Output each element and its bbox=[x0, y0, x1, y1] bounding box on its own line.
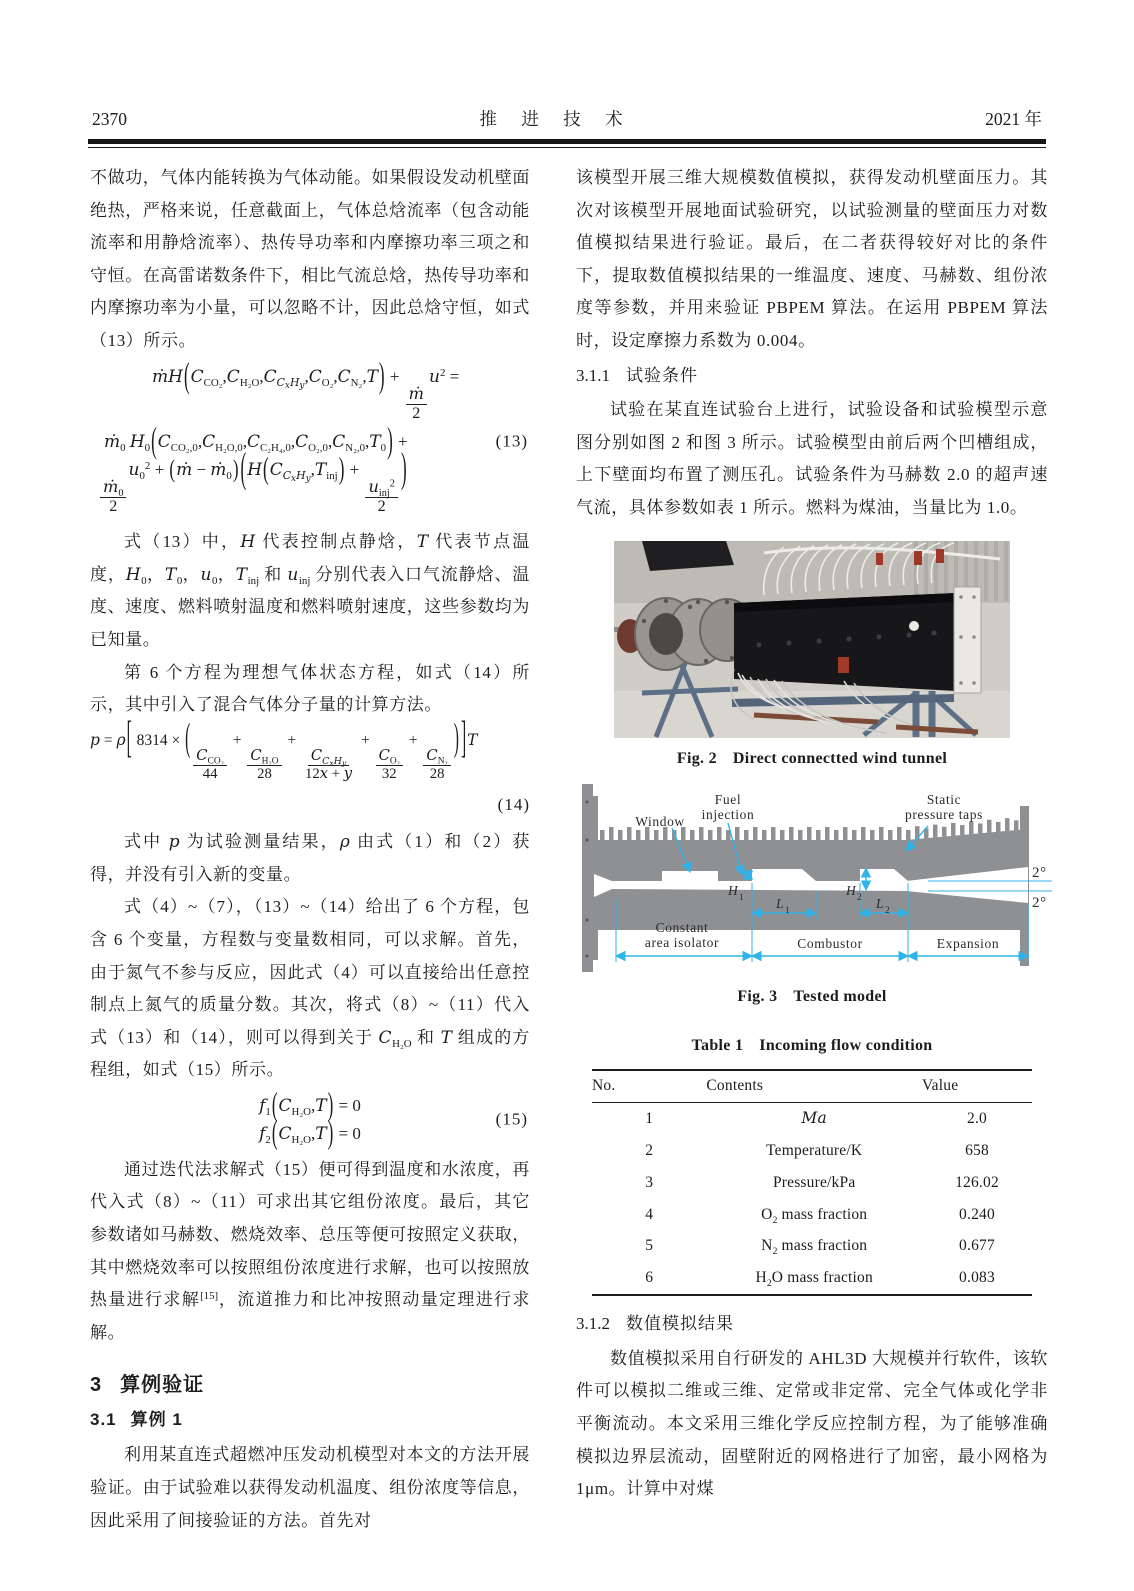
right-column bbox=[576, 162, 1048, 1537]
equation-14: p = ρ[ 8314 × ( $\frac{C_{CO_2}}{44}$ + $\frac{C_{H_2O}}{28}$ + $\frac{C_{C_xH_y}}{12x + y}$ + $\frac{C_{O_2}}{32}$ + $\frac{C_{N_2}}{28}$ ) ]T (14) bbox=[90, 732, 530, 818]
svg-text:2: 2 bbox=[885, 906, 891, 917]
col-header-contents: Contents bbox=[706, 1070, 922, 1102]
section-heading-3: 3 算例验证 bbox=[90, 1374, 205, 1397]
page-number: 2370 bbox=[92, 109, 127, 129]
year-label: 2021 年 bbox=[985, 109, 1042, 129]
paragraph: 第 6 个方程为理想气体状态方程，如式（14）所示，其中引入了混合气体分子量的计算方法。 bbox=[90, 662, 530, 715]
section-heading-3-1-2: 3.1.2 数值模拟结果 bbox=[576, 1314, 734, 1334]
incoming-flow-table bbox=[592, 1069, 1032, 1296]
table-row: 2 Temperature/K 658 bbox=[645, 1141, 989, 1159]
table1-caption: Table 1 Incoming flow condition bbox=[691, 1037, 933, 1055]
fig2-caption: Fig. 2 Direct connectted wind tunnel bbox=[676, 749, 948, 767]
svg-text:L: L bbox=[876, 896, 885, 912]
table-row: 1 Ma 2.0 bbox=[645, 1109, 987, 1128]
col-header-value: Value bbox=[922, 1070, 1032, 1102]
paragraph: 试验在某直连试验台上进行，试验设备和试验模型示意图分别如图 2 和图 3 所示。试验模型由前后两个凹槽组成，上下壁面均布置了测压孔。试验条件为马赫数 2.0 的超声速气流，具体参数如表 1 所示。燃料为煤油，当量比为 1.0。 bbox=[576, 400, 1048, 518]
col-header-no: No. bbox=[592, 1070, 706, 1102]
page-header bbox=[0, 0, 1134, 137]
section-heading-3-1: 3.1 算例 1 bbox=[90, 1410, 183, 1430]
equation-number: (15) bbox=[495, 1110, 528, 1130]
table-row: 5 $N_2$ mass fraction 0.677 bbox=[645, 1237, 995, 1258]
window-cutout bbox=[662, 871, 718, 881]
wind-tunnel-photo bbox=[614, 541, 1010, 738]
paragraph: 通过迭代法求解式（15）便可得到温度和水浓度，再代入式（8）~（11）可求出其它组份浓度。最后，其它参数诸如马赫数、燃烧效率、总压等便可按照定义获取，其中燃烧效率可以按照组份浓度进行求解，也可以按照放热量进行求解[15]，流道推力和比冲按照动量定理进行求解。 bbox=[90, 1159, 530, 1342]
svg-text:1: 1 bbox=[739, 893, 745, 904]
paragraph: 式（13）中，H 代表控制点静焓，T 代表节点温度，$H_0$，$T_0$，$u_0$，$T_{inj}$ 和 $u_{inj}$ 分别代表入口气流静焓、温度、速度、燃料喷射温度和燃料喷射速度，这些参数均为已知量。 bbox=[90, 532, 530, 650]
svg-text:Static: Static bbox=[926, 792, 962, 808]
paragraph: 该模型开展三维大规模数值模拟，获得发动机壁面压力。其次对该模型开展地面试验研究，以试验测量的壁面压力对数值模拟结果进行验证。最后，在二者获得较好对比的条件下，提取数值模拟结果的一维温度、速度、马赫数、组份浓度等参数，并用来验证 PBPEM 算法。在运用 PBPEM 算法时，设定摩擦力系数为 0.004。 bbox=[576, 168, 1048, 351]
table-row: 3 Pressure/kPa 126.02 bbox=[645, 1173, 999, 1191]
equation-number: (13) bbox=[495, 431, 528, 451]
section-heading-3-1-1: 3.1.1 试验条件 bbox=[576, 365, 698, 385]
svg-text:Expansion: Expansion bbox=[936, 936, 1000, 952]
svg-text:Constant: Constant bbox=[655, 920, 709, 936]
svg-text:H: H bbox=[728, 883, 739, 899]
table-header-row bbox=[592, 1070, 1032, 1102]
svg-text:2°: 2° bbox=[1032, 895, 1047, 912]
svg-text:pressure taps: pressure taps bbox=[905, 807, 983, 823]
paragraph: 不做功，气体内能转换为气体动能。如果假设发动机壁面绝热，严格来说，任意截面上，气体总焓流率（包含动能流率和用静焓流率）、热传导功率和内摩擦功率三项之和守恒。在高雷诺数条件下，相比气流总焓，热传导功率和内摩擦功率为小量，可以忽略不计，因此总焓守恒，如式（13）所示。 bbox=[90, 168, 530, 351]
equation-number: (14) bbox=[497, 795, 530, 815]
svg-text:1: 1 bbox=[785, 906, 791, 917]
equation-15: $f_1(C_{H_2O},T) = 0$ $f_2(C_{H_2O},T) = 0$ (15) bbox=[259, 1086, 528, 1151]
paragraph: 数值模拟采用自行研发的 AHL3D 大规模并行软件，该软件可以模拟二维或三维、定常或非定常、完全气体或化学非平衡流动。本文采用三维化学反应控制方程，为了能够准确模拟边界层流动，固壁附近的网格进行了加密，最小网格为 1μm。计算中对煤 bbox=[576, 1348, 1049, 1499]
svg-text:Fuel: Fuel bbox=[714, 792, 742, 808]
table-row: 6 $H_2O$ mass fraction 0.083 bbox=[645, 1269, 995, 1289]
tested-model-diagram bbox=[576, 780, 1060, 976]
svg-text:2°: 2° bbox=[1032, 865, 1047, 882]
journal-title: 推 进 技 术 bbox=[479, 109, 633, 129]
left-column bbox=[90, 162, 530, 1537]
svg-text:L: L bbox=[776, 896, 785, 912]
svg-text:2: 2 bbox=[857, 893, 863, 904]
paragraph: 式（4）~（7），（13）~（14）给出了 6 个方程，包含 6 个变量，方程数与变量数相同，可以求解。首先，由于氮气不参与反应，因此式（4）可以直接给出任意控制点上氮气的质量分数。其次，将式（8）~（11）代入式（13）和（14），则可以得到关于 $C_{H_2O}$ 和 T 组成的方程组，如式（15）所示。 bbox=[90, 897, 530, 1080]
paragraph: 利用某直连式超燃冲压发动机模型对本文的方法开展验证。由于试验难以获得发动机温度、组份浓度等信息，因此采用了间接验证的方法。首先对 bbox=[90, 1445, 530, 1530]
header-rule-thick bbox=[88, 139, 1046, 144]
svg-text:Window: Window bbox=[635, 814, 685, 830]
paragraph: 式中 p 为试验测量结果，ρ 由式（1）和（2）获得，并没有引入新的变量。 bbox=[90, 832, 530, 884]
table-row: 4 $O_2$ mass fraction 0.240 bbox=[645, 1205, 995, 1226]
svg-text:Combustor: Combustor bbox=[797, 936, 863, 952]
svg-text:H: H bbox=[846, 883, 857, 899]
svg-text:area isolator: area isolator bbox=[644, 935, 720, 951]
equation-13: $ṁH(C_{CO_2},C_{H_2O},C_{C_xH_y},C_{O_2},C_{N_2},T)$ + $\frac{\text{ṁ}}{2}$ $u^2$ = ṁ$_0$ $H_0(C_{CO_2,0},C_{H_2O,0},C_{C_2H_4,0},C_{O_2,0},C_{N_2,0},T_0)$ + $\frac{ṁ_0}{2}$ $u_0^2$ + (ṁ − ṁ$_0$) ($H(C_{C_xH_y},T_{inj})$ + $\frac{u_{inj}^2}{2}$ ) (13) bbox=[90, 368, 530, 517]
svg-text:injection: injection bbox=[701, 807, 755, 823]
fig3-caption: Fig. 3 Tested model bbox=[737, 988, 887, 1006]
